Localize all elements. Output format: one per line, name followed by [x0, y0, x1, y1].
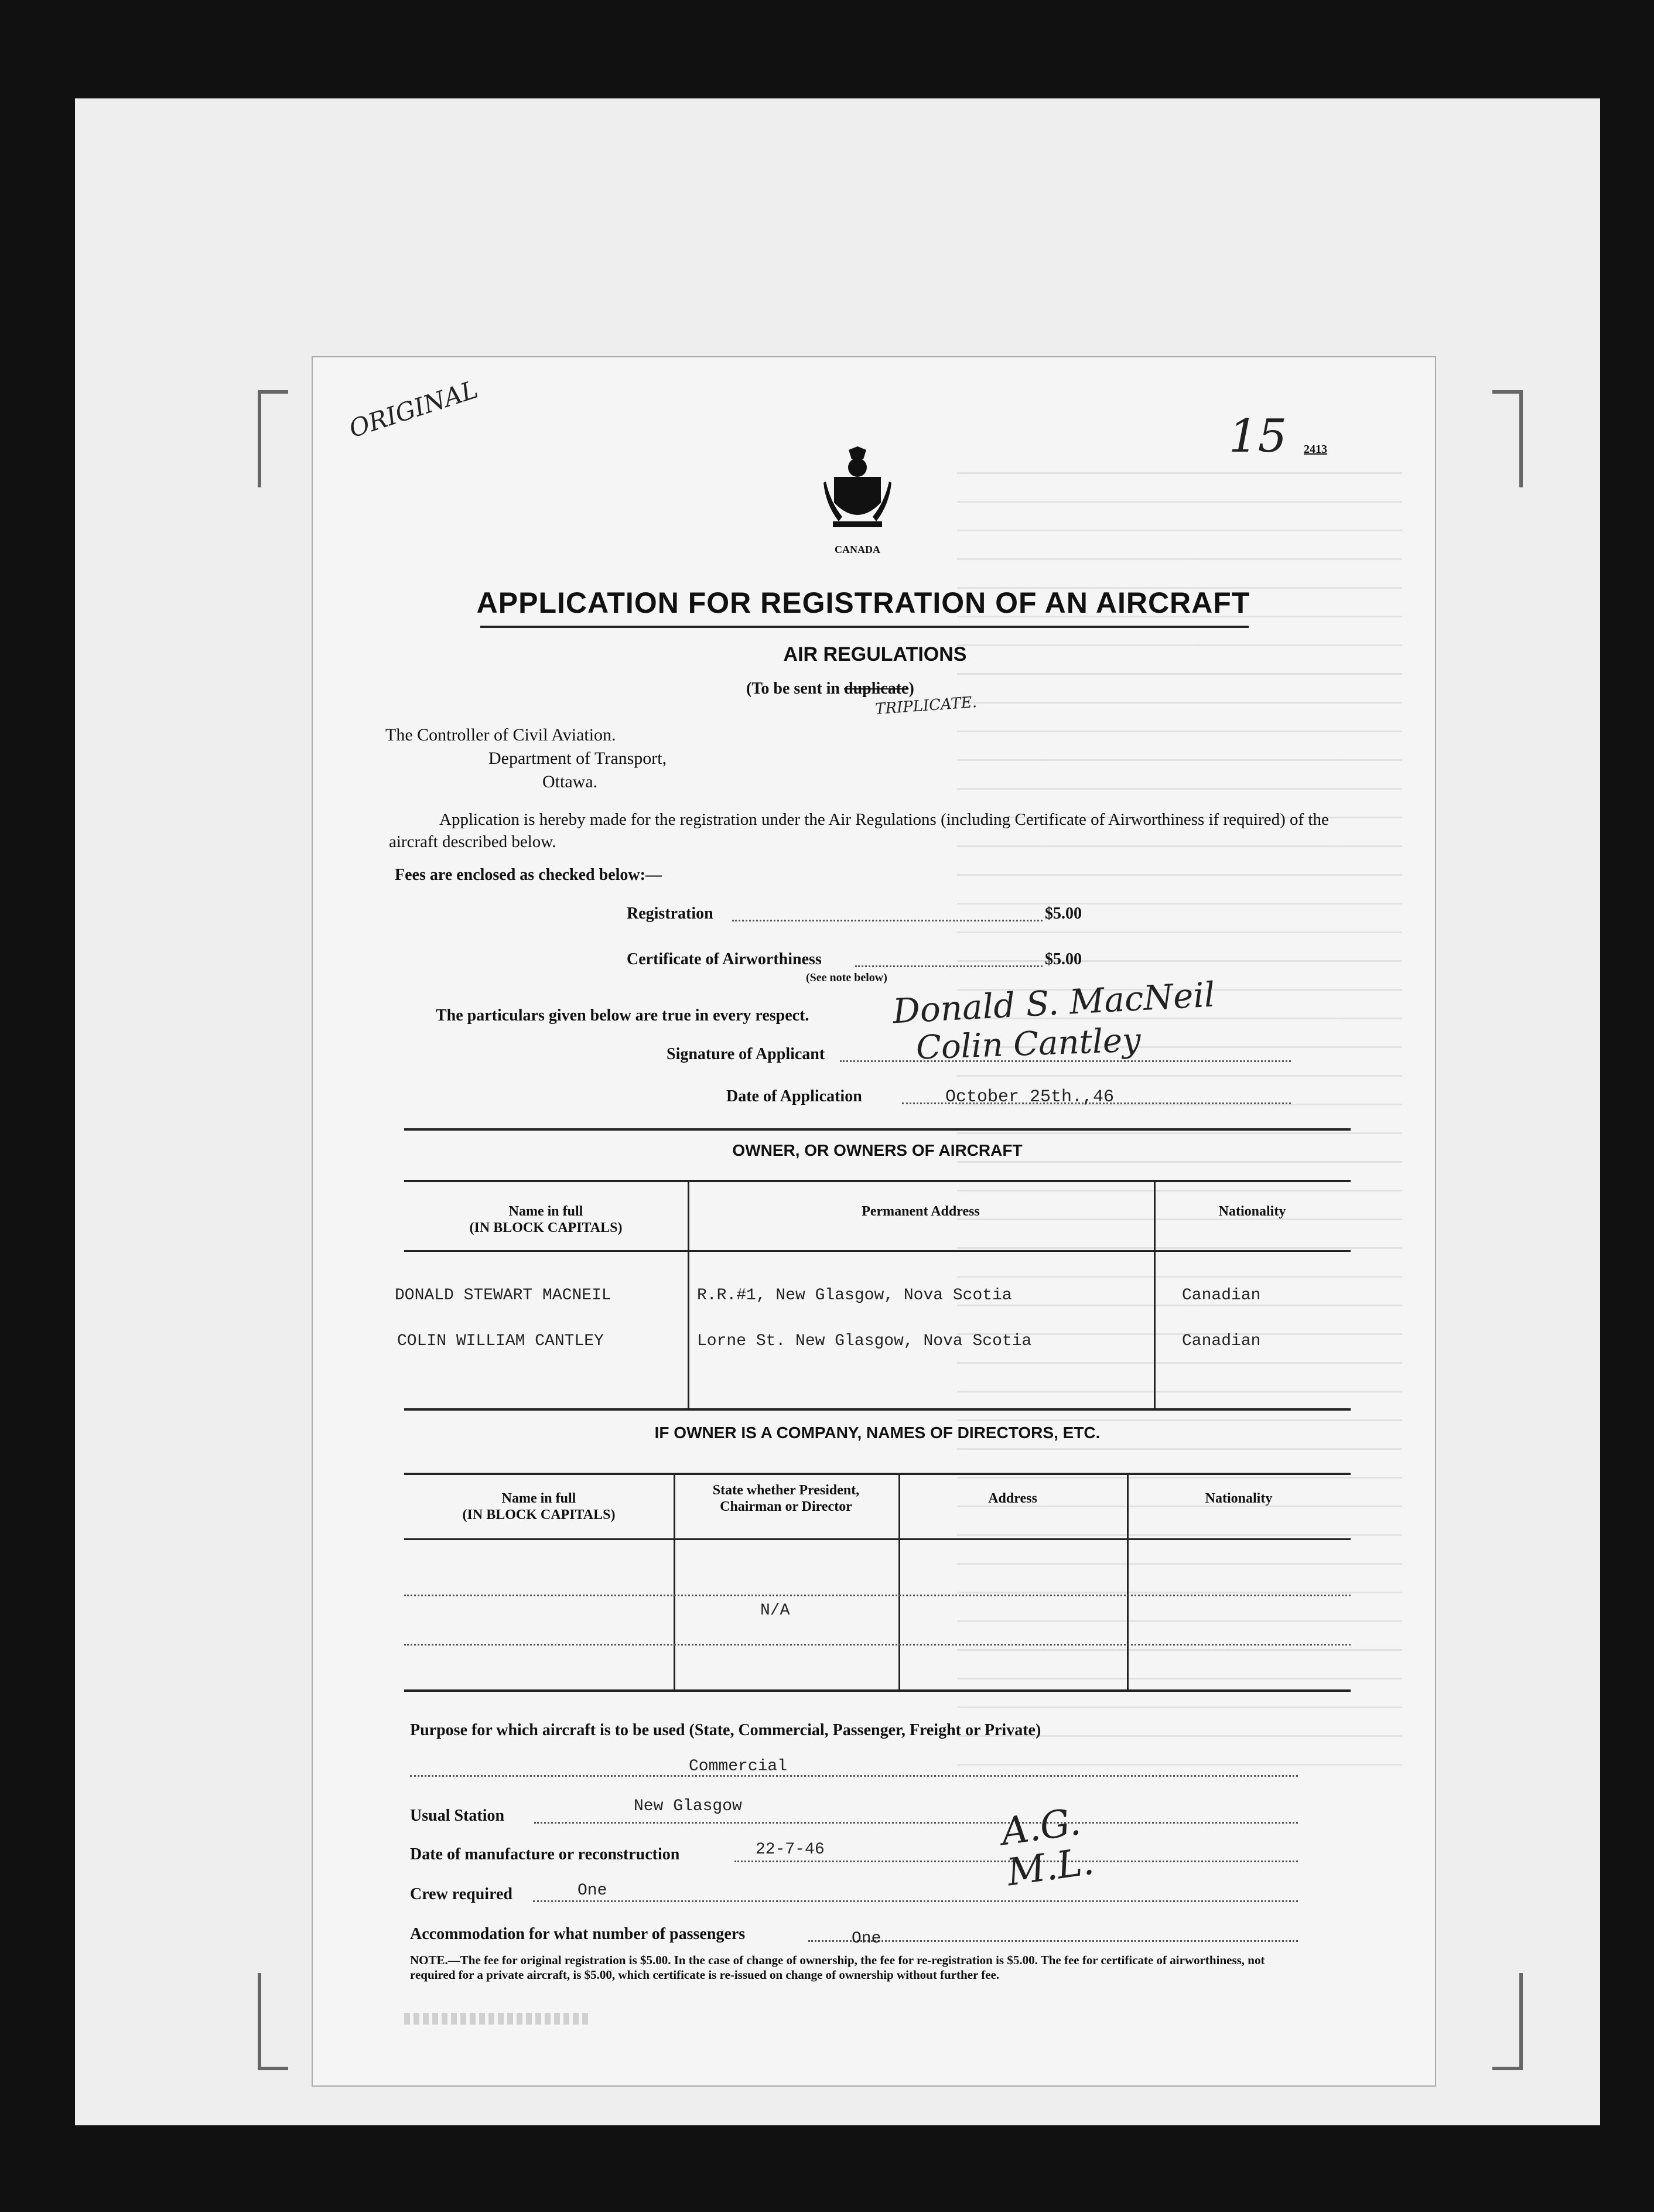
addressee-line-1: The Controller of Civil Aviation. [385, 725, 616, 745]
application-text: Application is hereby made for the registration under the Air Regulations (including Certificate of Airworthiness if required) of the aircraft described below. [389, 810, 1329, 851]
crew-required-value: One [577, 1882, 607, 1900]
duplicate-struck: duplicate [844, 680, 909, 698]
signature-2: Colin Cantley [915, 1021, 1142, 1067]
owners-header-rule [404, 1180, 1351, 1182]
company-row-rule [404, 1644, 1351, 1646]
registration-fee-amount: $5.00 [1045, 904, 1082, 923]
form-title: APPLICATION FOR REGISTRATION OF AN AIRCRAFT [476, 586, 1250, 619]
bleed-through-footer-texture [404, 2013, 592, 2025]
usual-station-label: Usual Station [410, 1807, 505, 1825]
company-col-address: Address [988, 1491, 1037, 1506]
company-row-rule [404, 1595, 1351, 1596]
see-note: (See note below) [806, 971, 887, 984]
company-col-name: Name in full (IN BLOCK CAPITALS) [462, 1491, 616, 1523]
owner-row-2-nationality: Canadian [1182, 1332, 1261, 1350]
registration-fee-label: Registration [627, 904, 713, 923]
corner-bracket [1492, 1973, 1523, 2070]
owners-col-address: Permanent Address [862, 1204, 980, 1219]
owner-row-2-name: COLIN WILLIAM CANTLEY [397, 1332, 604, 1350]
owners-col-nationality: Nationality [1218, 1204, 1286, 1219]
certificate-fee-leader [855, 965, 1043, 967]
page-number: 15 [1229, 410, 1287, 463]
certificate-fee-label: Certificate of Airworthiness [627, 950, 822, 968]
to-be-sent-suffix: ) [908, 680, 914, 698]
application-form [312, 356, 1436, 2087]
company-bottom-rule [404, 1689, 1351, 1692]
fee-note: NOTE.—The fee for original registration is $5.00. In the case of change of ownership, the fee for re-registration is $5.00. The fee for certificate of airworthiness, not required for a private aircraft, is $5.00, which certificate is re-issued on change of ownership without further fee. [410, 1953, 1265, 1982]
company-col-position: State whether President, Chairman or Director [712, 1483, 860, 1514]
crew-required-label: Crew required [410, 1885, 512, 1903]
to-be-sent-prefix: (To be sent in [746, 680, 840, 698]
company-columns-rule [404, 1538, 1351, 1540]
particulars-text: The particulars given below are true in every respect. [436, 1006, 809, 1025]
usual-station-leader [534, 1822, 1298, 1824]
owners-heading: OWNER, OR OWNERS OF AIRCRAFT [732, 1141, 1023, 1159]
corner-bracket [258, 1973, 288, 2070]
owner-row-1-nationality: Canadian [1182, 1286, 1261, 1305]
signature-1: Donald S. MacNeil [891, 974, 1216, 1032]
company-heading: IF OWNER IS A COMPANY, NAMES OF DIRECTORS, ETC. [654, 1424, 1101, 1442]
canadian-coat-of-arms-icon [822, 446, 893, 540]
certificate-fee-amount: $5.00 [1045, 950, 1082, 968]
owners-col-name: Name in full (IN BLOCK CAPITALS) [469, 1204, 623, 1235]
crest-label: CANADA [835, 544, 880, 555]
to-be-sent-line [746, 680, 914, 698]
date-of-application-value: October 25th.,46 [945, 1087, 1115, 1107]
owners-bottom-rule [404, 1408, 1351, 1411]
signature-label: Signature of Applicant [667, 1045, 825, 1063]
scanned-photo [75, 98, 1600, 2125]
purpose-label: Purpose for which aircraft is to be used (State, Commercial, Passenger, Freight or Private) [410, 1721, 1041, 1739]
title-underline [480, 626, 1249, 628]
owner-row-2-address: Lorne St. New Glasgow, Nova Scotia [697, 1332, 1032, 1350]
owner-row-1-address: R.R.#1, New Glasgow, Nova Scotia [697, 1286, 1012, 1305]
addressee-line-3: Ottawa. [542, 772, 598, 791]
usual-station-value: New Glasgow [634, 1797, 742, 1815]
date-of-application-label: Date of Application [726, 1087, 862, 1105]
triplicate-handwritten: TRIPLICATE. [874, 693, 978, 719]
purpose-leader [410, 1775, 1298, 1777]
accommodation-label: Accommodation for what number of passengers [410, 1925, 746, 1943]
registration-fee-leader [732, 920, 1043, 921]
company-na: N/A [760, 1602, 790, 1620]
owners-columns-rule [404, 1250, 1351, 1252]
purpose-value: Commercial [689, 1757, 788, 1776]
accommodation-leader [808, 1940, 1298, 1942]
fees-intro: Fees are enclosed as checked below:— [395, 866, 662, 884]
addressee-line-2: Department of Transport, [488, 749, 667, 768]
form-number: 2413 [1304, 443, 1327, 456]
company-header-rule [404, 1473, 1351, 1475]
owner-row-1-name: DONALD STEWART MACNEIL [395, 1286, 611, 1305]
date-of-manufacture-label: Date of manufacture or reconstruction [410, 1845, 680, 1863]
owners-top-rule [404, 1128, 1351, 1131]
corner-bracket [1492, 390, 1523, 487]
corner-bracket [258, 390, 288, 487]
date-of-manufacture-value: 22-7-46 [756, 1841, 825, 1859]
crew-required-leader [533, 1900, 1298, 1902]
original-annotation: ORIGINAL [346, 374, 481, 443]
subtitle: AIR REGULATIONS [783, 643, 967, 665]
company-col-nationality: Nationality [1205, 1491, 1273, 1506]
initials-handwritten: A.G. M.L. [998, 1800, 1097, 1895]
accommodation-value: One [852, 1930, 881, 1948]
